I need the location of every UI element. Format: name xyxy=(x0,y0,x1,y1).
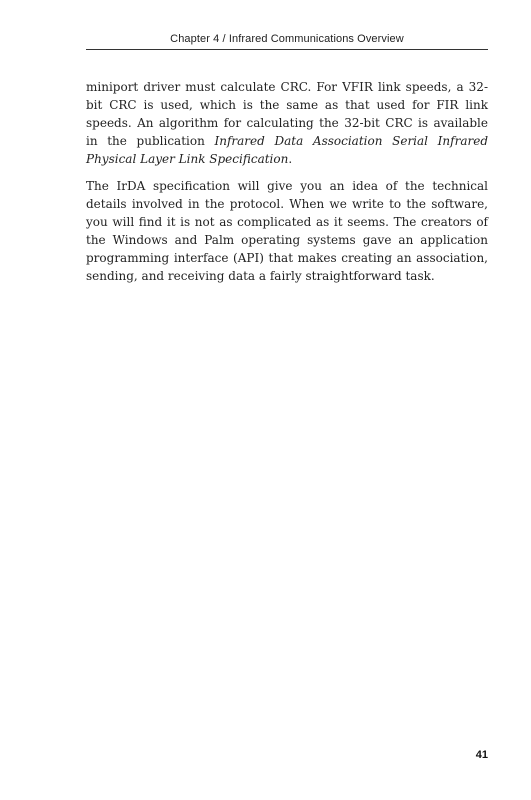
page-number: 41 xyxy=(475,749,488,761)
paragraph-irda-spec: The IrDA specification will give you an idea of the technical details involved in the protocol. When we write to the software, you will find it is not as complicated as it seems. The creators of the Windows and Palm operating systems gave an application programming interface (API) that makes creating an association, sending, and receiving data a fairly straightforward task. xyxy=(86,179,488,283)
running-header: Chapter 4 / Infrared Communications Overview xyxy=(170,33,404,45)
paragraph-crc-end: . xyxy=(288,152,293,166)
paragraph-crc-text: miniport driver must calculate CRC. For VFIR link speeds, a 32-bit CRC is used, which is the same as that used for FIR link speeds. An algorithm for calculating the 32-bit CRC is available in the publication xyxy=(86,80,488,148)
body-text xyxy=(86,78,488,294)
paragraph-crc xyxy=(86,78,488,168)
header-rule xyxy=(86,49,488,50)
publication-title: Infrared Data Association Serial Infrared Physical Layer Link Specification xyxy=(86,134,489,166)
